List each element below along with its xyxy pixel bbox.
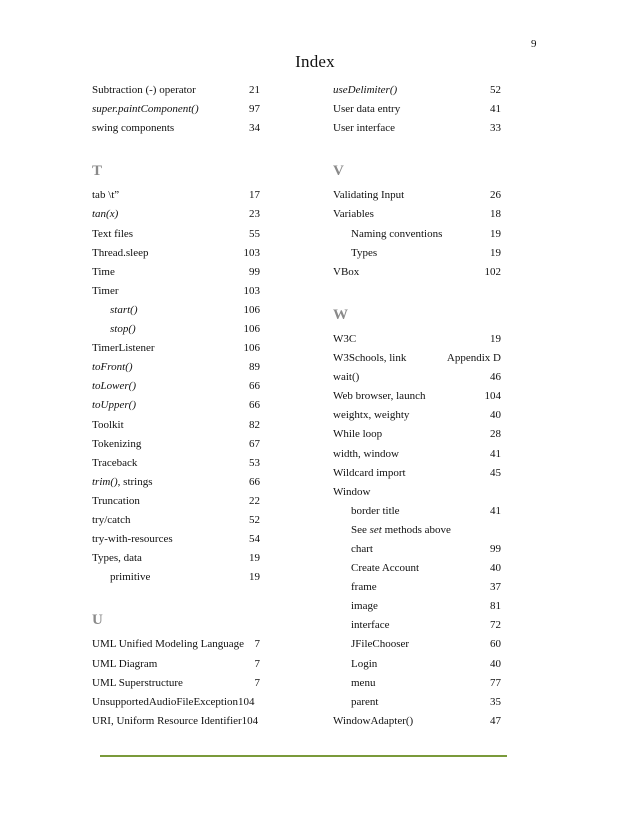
- index-page-ref: 41: [490, 103, 501, 116]
- index-page-ref: 103: [243, 246, 260, 259]
- index-term: try/catch: [92, 513, 131, 526]
- index-term: interface: [351, 619, 390, 632]
- index-subentry: [333, 559, 501, 578]
- index-page-ref: 103: [243, 284, 260, 297]
- index-subentry: [333, 225, 501, 244]
- index-page-ref: Appendix D: [446, 352, 501, 365]
- index-subentry: [333, 597, 501, 616]
- index-page-ref: 18: [490, 208, 501, 221]
- index-page-ref: 66: [249, 475, 260, 488]
- index-entry: [333, 483, 501, 502]
- index-page-ref: 40: [490, 409, 501, 422]
- index-entry: [92, 416, 260, 435]
- section-letter-heading: W: [333, 306, 348, 323]
- index-subentry: [92, 568, 260, 587]
- index-subentry: [333, 674, 501, 693]
- index-term: useDelimiter(): [333, 84, 398, 96]
- index-page-ref: 41: [490, 447, 501, 460]
- index-subentry: [333, 540, 501, 559]
- index-subentry: [92, 320, 260, 339]
- index-term: User interface: [333, 122, 395, 135]
- index-entry: [92, 377, 260, 396]
- index-entry: [92, 119, 260, 138]
- index-term: While loop: [333, 428, 383, 441]
- index-page-ref: 26: [490, 189, 501, 202]
- section-letter-heading: V: [333, 163, 344, 180]
- index-entry: [92, 396, 260, 415]
- index-term: Naming conventions: [351, 227, 443, 240]
- index-page-ref: 67: [249, 437, 260, 450]
- index-term: wait(): [333, 371, 360, 384]
- index-page-ref: 7: [254, 676, 260, 689]
- index-term: Tokenizing: [92, 437, 142, 450]
- index-page-ref: 81: [490, 600, 501, 613]
- index-page-ref: 99: [490, 542, 501, 555]
- index-page-ref: 7: [254, 638, 260, 651]
- index-page-ref: 40: [490, 657, 501, 670]
- index-entry: [92, 693, 260, 712]
- index-page-ref: 72: [490, 619, 501, 632]
- index-column-left: [92, 81, 260, 731]
- index-page-ref: 35: [490, 695, 501, 708]
- index-term: Variables: [333, 208, 374, 221]
- index-term: Wildcard import: [333, 466, 406, 479]
- index-subentry: [333, 616, 501, 635]
- index-term: try-with-resources: [92, 533, 173, 546]
- index-page-ref: 23: [249, 208, 260, 221]
- index-term: weightx, weighty: [333, 409, 410, 422]
- index-entry: [92, 263, 260, 282]
- index-page-ref: 66: [249, 399, 260, 412]
- index-term: tab \t”: [92, 189, 120, 202]
- index-term: toFront(): [92, 361, 133, 374]
- index-term: Text files: [92, 227, 134, 240]
- section-spacer: [333, 138, 501, 157]
- index-page-ref: 21: [249, 84, 260, 96]
- index-page-ref: 33: [490, 122, 501, 135]
- index-term: Time: [92, 265, 115, 278]
- index-page-ref: 55: [249, 227, 260, 240]
- index-entry: [92, 549, 260, 568]
- index-page-ref: 60: [490, 638, 501, 651]
- index-term: UML Superstructure: [92, 676, 183, 689]
- index-term: stop(): [110, 323, 136, 336]
- index-subentry: [333, 244, 501, 263]
- index-page-ref: 99: [249, 265, 260, 278]
- index-term: frame: [351, 581, 377, 594]
- index-entry: [333, 425, 501, 444]
- index-term: trim(), strings: [92, 475, 153, 488]
- index-term: tan(x): [92, 208, 119, 221]
- index-page-ref: 28: [490, 428, 501, 441]
- index-term: border title: [351, 504, 400, 517]
- index-entry: [92, 282, 260, 301]
- index-page-ref: 106: [243, 303, 260, 316]
- index-entry: [92, 473, 260, 492]
- index-page-ref: 66: [249, 380, 260, 393]
- index-term: super.paintComponent(): [92, 103, 199, 116]
- index-term: W3C: [333, 332, 357, 345]
- index-page-ref: 19: [249, 552, 260, 565]
- index-column-right: [333, 81, 501, 731]
- index-entry: [92, 511, 260, 530]
- index-subentry: [333, 635, 501, 654]
- index-page-ref: 77: [490, 676, 501, 689]
- index-term: image: [351, 600, 378, 613]
- index-entry: [333, 406, 501, 425]
- index-entry: [333, 387, 501, 406]
- index-entry: [333, 100, 501, 119]
- index-page-ref: 104: [484, 390, 501, 403]
- index-term: Window: [333, 485, 371, 498]
- index-entry: [333, 81, 501, 100]
- index-page-ref: 45: [490, 466, 501, 479]
- index-term: VBox: [333, 265, 360, 278]
- index-entry: [92, 454, 260, 473]
- index-term: User data entry: [333, 103, 401, 116]
- index-subentry: [92, 301, 260, 320]
- index-entry: [333, 119, 501, 138]
- index-entry: [333, 445, 501, 464]
- index-entry: [333, 368, 501, 387]
- index-page-ref: 17: [249, 189, 260, 202]
- index-term: UML Diagram: [92, 657, 158, 670]
- index-page-ref: 82: [249, 418, 260, 431]
- index-entry: [92, 635, 260, 654]
- index-term: Toolkit: [92, 418, 124, 431]
- index-entry: [333, 464, 501, 483]
- index-entry: [333, 330, 501, 349]
- index-entry: [92, 435, 260, 454]
- index-page-ref: 40: [490, 562, 501, 575]
- index-term: chart: [351, 542, 373, 555]
- index-entry: [92, 712, 260, 731]
- index-entry: [92, 100, 260, 119]
- index-term: WindowAdapter(): [333, 714, 414, 727]
- index-page-ref: 37: [490, 581, 501, 594]
- index-page-ref: 46: [490, 371, 501, 384]
- footer-rule: [100, 755, 507, 757]
- index-term: UnsupportedAudioFileException104: [92, 695, 255, 708]
- index-entry: [92, 530, 260, 549]
- index-term: toUpper(): [92, 399, 136, 412]
- index-page-ref: 97: [249, 103, 260, 116]
- index-term: Traceback: [92, 456, 138, 469]
- index-subentry: [333, 502, 501, 521]
- index-term: parent: [351, 695, 379, 708]
- index-term: menu: [351, 676, 376, 689]
- index-entry: [92, 358, 260, 377]
- section-spacer: [92, 138, 260, 157]
- index-term: Validating Input: [333, 189, 405, 202]
- index-entry: [333, 349, 501, 368]
- index-subentry: [333, 578, 501, 597]
- index-entry: [92, 244, 260, 263]
- index-term: See set methods above: [351, 523, 451, 536]
- index-entry: [92, 225, 260, 244]
- index-entry: [333, 712, 501, 731]
- index-entry: [92, 81, 260, 100]
- index-page-ref: 52: [490, 84, 501, 96]
- index-page-ref: 19: [490, 246, 501, 259]
- index-page-ref: 22: [249, 494, 260, 507]
- index-page-ref: 106: [243, 323, 260, 336]
- page-title: Index: [295, 52, 335, 71]
- index-page-ref: 54: [249, 533, 260, 546]
- section-spacer: [333, 282, 501, 301]
- index-term: Thread.sleep: [92, 246, 149, 259]
- index-page-ref: 34: [249, 122, 260, 135]
- index-entry: [333, 205, 501, 224]
- index-term: UML Unified Modeling Language: [92, 638, 245, 651]
- index-term: JFileChooser: [351, 638, 410, 651]
- index-subentry: [333, 693, 501, 712]
- section-letter-heading: U: [92, 612, 103, 629]
- page-number: 9: [531, 38, 537, 50]
- index-term: Timer: [92, 284, 119, 297]
- index-term: start(): [110, 303, 138, 316]
- index-entry: [92, 186, 260, 205]
- index-page-ref: 41: [490, 504, 501, 517]
- index-term: URI, Uniform Resource Identifier104: [92, 714, 259, 727]
- index-page-ref: 19: [249, 571, 260, 584]
- index-term: Types, data: [92, 552, 142, 565]
- index-term: W3Schools, link: [333, 352, 407, 365]
- index-term: Truncation: [92, 494, 140, 507]
- index-entry: [92, 674, 260, 693]
- index-page-ref: 52: [249, 513, 260, 526]
- index-term: swing components: [92, 122, 175, 135]
- index-term: primitive: [110, 571, 151, 584]
- index-subentry: [333, 521, 501, 540]
- index-entry: [92, 339, 260, 358]
- index-term: Create Account: [351, 562, 420, 575]
- section-letter-heading: T: [92, 163, 103, 180]
- index-term: toLower(): [92, 380, 136, 393]
- index-entry: [333, 186, 501, 205]
- index-page-ref: 89: [249, 361, 260, 374]
- index-page-ref: 7: [254, 657, 260, 670]
- index-page-ref: 106: [243, 342, 260, 355]
- index-term: width, window: [333, 447, 399, 460]
- index-page-ref: 53: [249, 456, 260, 469]
- index-term: TimerListener: [92, 342, 155, 355]
- index-subentry: [333, 655, 501, 674]
- index-entry: [333, 263, 501, 282]
- index-term: Subtraction (-) operator: [92, 84, 196, 96]
- index-page-ref: 19: [490, 332, 501, 345]
- index-entry: [92, 205, 260, 224]
- index-entry: [92, 655, 260, 674]
- index-entry: [92, 492, 260, 511]
- index-page-ref: 47: [490, 714, 501, 727]
- index-term: Web browser, launch: [333, 390, 426, 403]
- section-spacer: [92, 587, 260, 606]
- index-term: Types: [351, 246, 378, 259]
- index-term: Login: [351, 657, 378, 670]
- index-page-ref: 19: [490, 227, 501, 240]
- index-page-ref: 102: [484, 265, 501, 278]
